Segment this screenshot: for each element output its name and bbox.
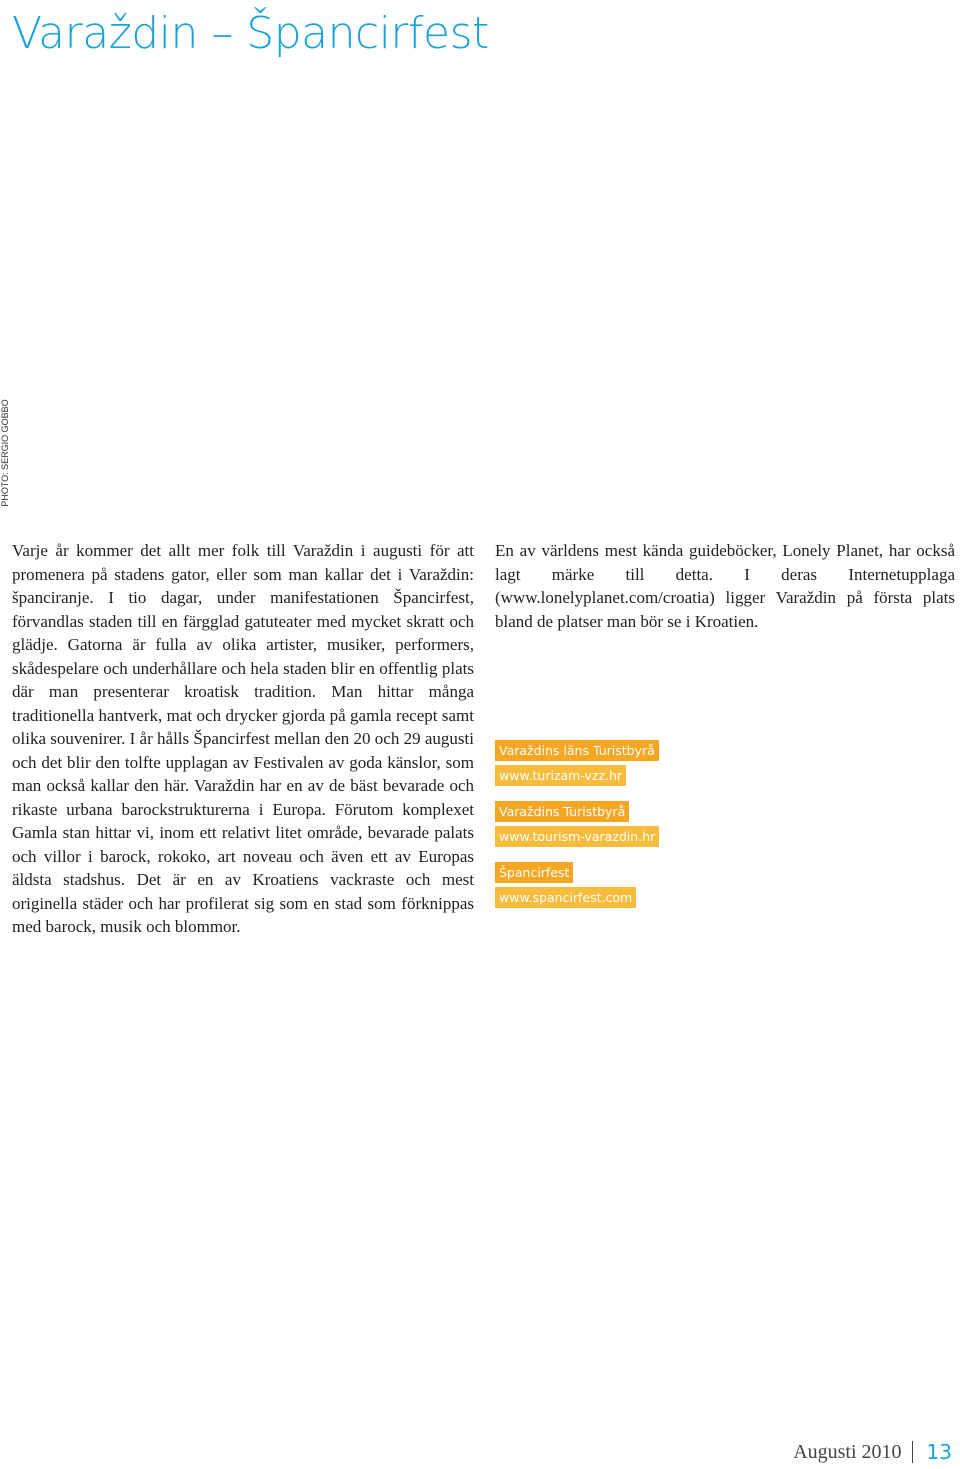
- link-group: [495, 801, 795, 847]
- article-body-left: Varje år kommer det allt mer folk till Varaždin i augusti för att promenera på stadens gator, eller som man kallar det i Varaždin: španciranje. I tio dagar, under manifestationen Špancirfest, förvandlas staden till en färgglad gatuteater med mycket skratt och glädje. Gatorna är fulla av olika artister, musiker, performers, skådespelare och underhållare och hela staden blir en offentlig plats där man presenterar kroatisk tradition. Man hittar många traditionella hantverk, mat och drycker gjorda på gamla recept samt olika souvenirer. I år hålls Špancirfest mellan den 20 och 29 augusti och det blir den tolfte upplagan av Festivalen av goda känslor, som man också kallar den här. Varaždin har en av de bäst bevarade och rikaste urbana barockstrukturerna i Europa. Förutom komplexet Gamla stan hittar vi, inom ett relativt litet område, bevarade palats och villor i barock, rokoko, art noveau och även ett av Europas äldsta stadshus. Det är en av Kroatiens vackraste och mest originella städer och har profilerat sig som en stad som förknippas med barock, musik och blommor.: [12, 541, 474, 936]
- links-box: [495, 740, 795, 923]
- page-footer: [793, 1440, 952, 1464]
- link-group: [495, 862, 795, 908]
- photo-credit: PHOTO: SERGIO GOBBO: [0, 399, 10, 507]
- article-body-right: En av världens mest kända guideböcker, Lonely Planet, har också lagt märke till detta. I deras Internetupplaga (www.lonelyplanet.com/croatia) ligger Varaždin på första plats bland de platser man bör se i Kroatien.: [495, 541, 955, 631]
- issue-date: Augusti 2010: [793, 1440, 902, 1463]
- footer-divider: [912, 1441, 913, 1463]
- page-title: Varaždin – Špancirfest: [12, 8, 489, 59]
- link-label: Špancirfest: [495, 862, 573, 883]
- link-label: Varaždins läns Turistbyrå: [495, 740, 659, 761]
- link-url[interactable]: www.turizam-vzz.hr: [495, 765, 626, 786]
- page-number: 13: [926, 1440, 952, 1464]
- link-url[interactable]: www.spancirfest.com: [495, 887, 636, 908]
- link-label: Varaždins Turistbyrå: [495, 801, 629, 822]
- link-url[interactable]: www.tourism-varazdin.hr: [495, 826, 659, 847]
- link-group: [495, 740, 795, 786]
